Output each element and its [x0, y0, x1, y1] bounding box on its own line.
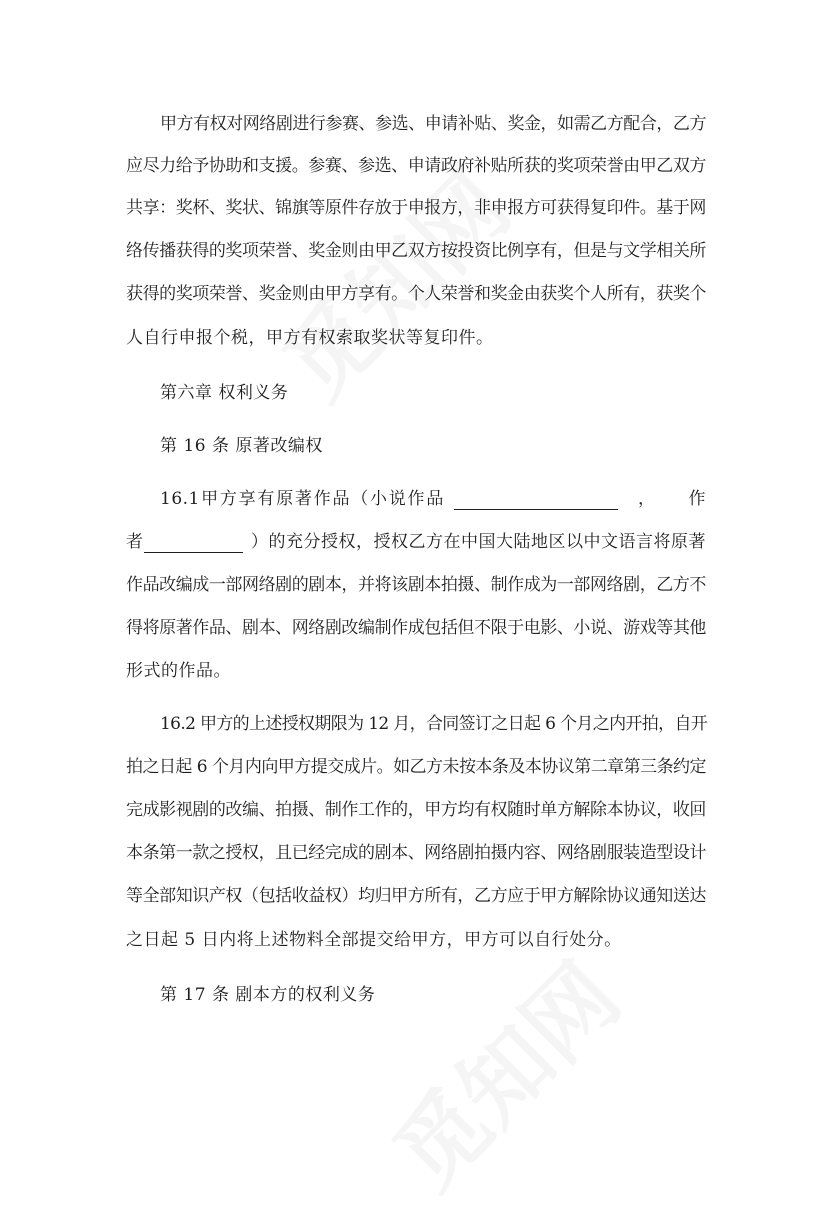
char: 著 — [294, 489, 313, 509]
para1-line: 共享：奖杯、奖状、锦旗等原件存放于申报方，非申报方可获得复印件。基于网 — [126, 198, 706, 218]
char: 享 — [238, 489, 257, 509]
clause-16-1-line2 — [126, 531, 706, 553]
clause-16-2-line: 拍之日起 6 个月内向甲方提交成片。如乙方未按本条及本协议第二章第三条约定 — [126, 757, 706, 777]
clause-16-2-line: 等全部知识产权（包括收益权）均归甲方所有，乙方应于甲方解除协议通知送达 — [126, 886, 706, 906]
char: 方 — [219, 489, 238, 509]
chapter-heading: 第六章 权利义务 — [160, 383, 289, 403]
clause-16-1-line1 — [160, 488, 706, 510]
char: 有 — [257, 489, 275, 509]
para1-line: 获得的奖项荣誉、奖金则由甲方享有。个人荣誉和奖金由获奖个人所有，获奖个 — [126, 284, 706, 304]
clause-16-1-lead — [160, 488, 444, 510]
article-heading: 第 17 条 剧本方的权利义务 — [160, 985, 376, 1005]
clause-16-1-line: 形式的作品。 — [126, 661, 231, 681]
char: 说 — [388, 489, 407, 509]
char: 品 — [426, 489, 444, 509]
char: 原 — [276, 489, 294, 509]
para1-line: 应尽力给予协助和支援。参赛、参选、申请政府补贴所获的奖项荣誉由甲乙双方 — [126, 156, 706, 176]
char: （ — [351, 489, 369, 509]
watermark — [250, 139, 533, 422]
char: 作 — [688, 489, 706, 509]
para1-line: 络传播获得的奖项荣誉、奖金则由甲乙双方按投资比例享有，但是与文学相关所 — [126, 241, 706, 261]
clause-16-1-line: 作品改编成一部网络剧的剧本，并将该剧本拍摄、制作成为一部网络剧，乙方不 — [126, 575, 706, 595]
article-heading: 第 16 条 原著改编权 — [160, 436, 323, 456]
clause-16-2-line: 之日起 5 日内将上述物料全部提交给甲方，甲方可以自行处分。 — [126, 930, 622, 950]
clause-16-1-line: 得将原著作品、剧本、网络剧改编制作成包括但不限于电影、小说、游戏等其他 — [126, 618, 706, 638]
char: 作 — [313, 489, 332, 509]
para1-line: 甲方有权对网络剧进行参赛、参选、申请补贴、奖金，如需乙方配合，乙方 — [160, 114, 706, 134]
author-blank — [144, 534, 244, 553]
clause-16-2-line: 16.2 甲方的上述授权期限为 12 月，合同签订之日起 6 个月之内开拍，自开 — [160, 714, 708, 734]
clause-number: 16.1 — [160, 489, 200, 509]
char: 作 — [407, 489, 426, 509]
novel-title-blank — [454, 491, 618, 510]
watermark — [360, 929, 643, 1212]
clause-16-2-line: 本条第一款之授权，且已经完成的剧本、网络剧拍摄内容、网络剧服装造型设计 — [126, 843, 706, 863]
comma: ， — [638, 489, 656, 509]
char: 甲 — [201, 489, 219, 509]
char: 品 — [332, 489, 350, 509]
clause-16-2-line: 完成影视剧的改编、拍摄、制作工作的，甲方均有权随时单方解除本协议，收回 — [126, 800, 706, 820]
char: 小 — [370, 489, 388, 509]
clause-16-1-text: ）的充分授权，授权乙方在中国大陆地区以中文语言将原著 — [251, 532, 706, 552]
para1-line: 人自行申报个税，甲方有权索取奖状等复印件。 — [126, 328, 494, 348]
char: 者 — [126, 532, 144, 552]
